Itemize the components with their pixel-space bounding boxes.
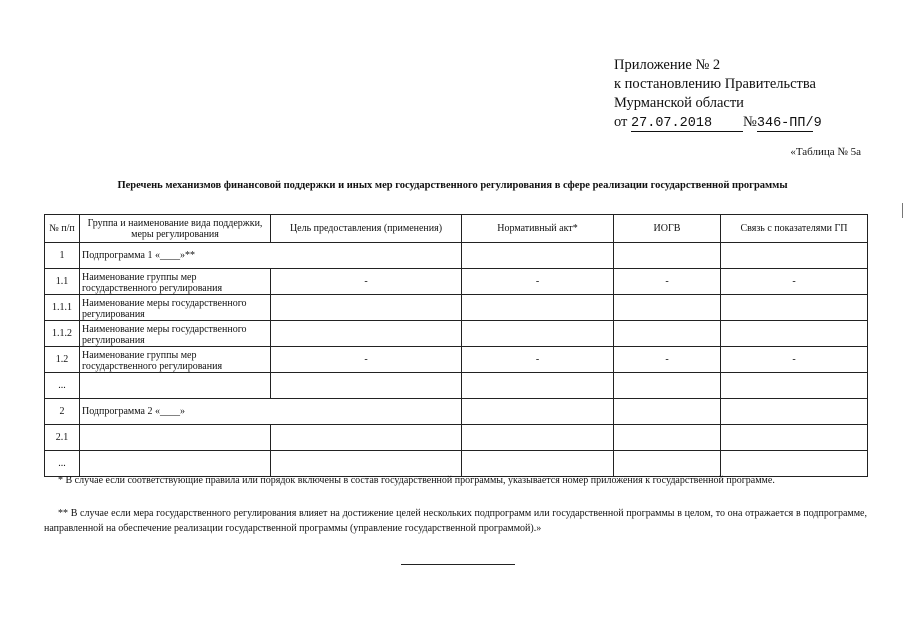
row-name — [80, 425, 271, 451]
row-number: 1.1.2 — [45, 321, 80, 347]
row-gp-link — [721, 425, 868, 451]
header-goal: Цель предоставления (применения) — [271, 215, 462, 243]
appendix-date: 27.07.2018 — [631, 116, 743, 132]
row-name: Наименование меры государственного регулирования — [80, 321, 271, 347]
appendix-header — [614, 56, 822, 132]
row-normative-act: - — [462, 347, 614, 373]
row-number: 1.1 — [45, 269, 80, 295]
row-name: Наименование меры государственного регулирования — [80, 295, 271, 321]
header-normative-act: Нормативный акт* — [462, 215, 614, 243]
row-number: 2.1 — [45, 425, 80, 451]
row-iogv: - — [614, 347, 721, 373]
header-number: № п/п — [45, 215, 80, 243]
footnote-single-asterisk: * В случае если соответствующие правила или порядок включены в состав государственной программы, указывается номер приложения к государственной программе. — [58, 475, 775, 486]
row-gp-link — [721, 321, 868, 347]
row-gp-link — [721, 373, 868, 399]
row-iogv — [614, 373, 721, 399]
row-goal: - — [271, 269, 462, 295]
row-iogv — [614, 425, 721, 451]
row-iogv — [614, 295, 721, 321]
scan-edge-mark — [902, 203, 903, 218]
appendix-resolution-line: к постановлению Правительства — [614, 76, 816, 92]
row-goal — [271, 295, 462, 321]
header-gp-indicators: Связь с показателями ГП — [721, 215, 868, 243]
closing-divider — [401, 564, 515, 565]
table-row — [45, 373, 868, 399]
row-gp-link — [721, 243, 868, 269]
row-number: ... — [45, 451, 80, 477]
row-number: 1.2 — [45, 347, 80, 373]
row-normative-act: - — [462, 269, 614, 295]
table-row — [45, 321, 868, 347]
row-gp-link — [721, 399, 868, 425]
row-name: Наименование группы мер государственного регулирования — [80, 269, 271, 295]
appendix-region-line: Мурманской области — [614, 95, 744, 111]
table-row — [45, 295, 868, 321]
header-group-name: Группа и наименование вида поддержки, меры регулирования — [80, 215, 271, 243]
table-row — [45, 425, 868, 451]
appendix-date-line — [614, 113, 822, 132]
row-normative-act — [462, 243, 614, 269]
row-number: ... — [45, 373, 80, 399]
row-gp-link: - — [721, 347, 868, 373]
appendix-from-label: от — [614, 114, 628, 130]
row-gp-link — [721, 295, 868, 321]
row-normative-act — [462, 295, 614, 321]
footnote-double-asterisk: ** В случае если мера государственного регулирования влияет на достижение целей нескольких подпрограмм или государственной программы в целом, то она отражается в подпрограмме, направленной на обеспечение реализации государственной программы (управление государственной программой).» — [44, 508, 867, 534]
appendix-number: 346-ПП/9 — [756, 116, 822, 131]
row-name: Наименование группы мер государственного регулирования — [80, 347, 271, 373]
appendix-title: Приложение № 2 — [614, 57, 721, 73]
appendix-number-label: № — [743, 114, 757, 130]
row-number: 1 — [45, 243, 80, 269]
row-normative-act — [462, 373, 614, 399]
row-iogv — [614, 321, 721, 347]
row-goal — [271, 425, 462, 451]
row-goal — [271, 373, 462, 399]
row-name: Подпрограмма 1 «____»** — [80, 243, 462, 269]
header-iogv: ИОГВ — [614, 215, 721, 243]
table-reference: «Таблица № 5а — [790, 146, 861, 158]
measures-table — [44, 214, 868, 477]
row-iogv — [614, 243, 721, 269]
row-number: 1.1.1 — [45, 295, 80, 321]
row-normative-act — [462, 399, 614, 425]
row-name — [80, 373, 271, 399]
row-normative-act — [462, 425, 614, 451]
row-gp-link: - — [721, 269, 868, 295]
row-goal — [271, 321, 462, 347]
document-title: Перечень механизмов финансовой поддержки и иных мер государственного регулирования в сфере реализации государственной программы — [117, 180, 788, 191]
row-name: Подпрограмма 2 «____» — [80, 399, 462, 425]
table-row — [45, 347, 868, 373]
row-number: 2 — [45, 399, 80, 425]
row-iogv: - — [614, 269, 721, 295]
row-iogv — [614, 399, 721, 425]
table-row — [45, 269, 868, 295]
row-goal: - — [271, 347, 462, 373]
table-row — [45, 243, 868, 269]
table-header-row — [45, 215, 868, 243]
row-normative-act — [462, 321, 614, 347]
table-row — [45, 399, 868, 425]
